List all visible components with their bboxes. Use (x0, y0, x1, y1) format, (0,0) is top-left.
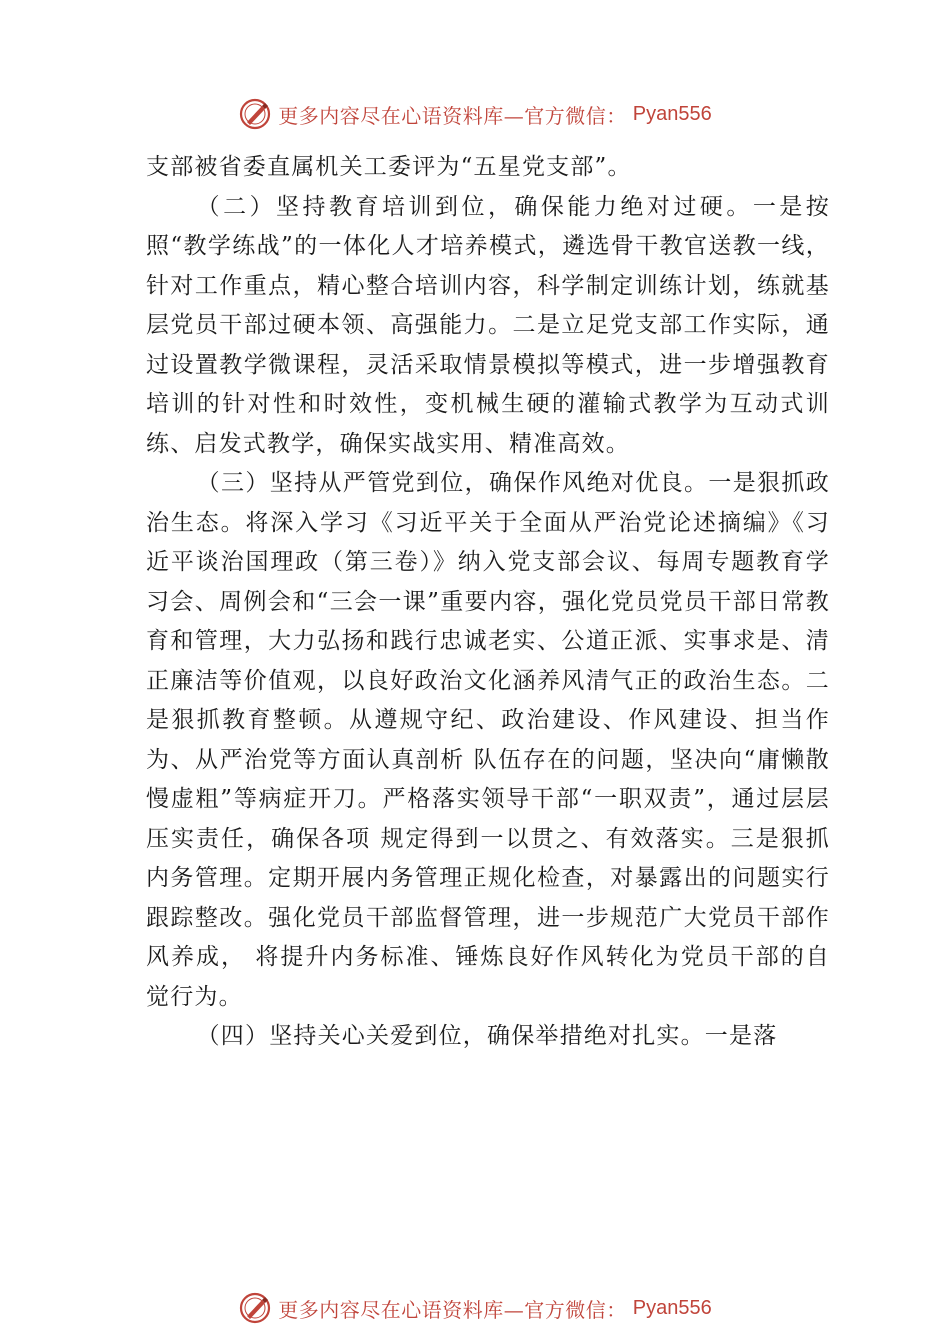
paragraph-section-3: （三）坚持从严管党到位，确保作风绝对优良。一是狠抓政治生态。将深入学习《习近平关于全面从严治党论述摘编》《习近平谈治国理政（第三卷）》纳入党支部会议、每周专题教育学习会、周例会和“三会一课”重要内容，强化党员党员干部日常教育和管理，大力弘扬和践行忠诚老实、公道正派、实事求是、清正廉洁等价值观，以良好政治文化涵养风清气正的政治生态。二是狠抓教育整顿。从遵规守纪、政治建设、作风建设、担当作为、从严治党等方面认真剖析 队伍存在的问题，坚决向“庸懒散慢虚粗”等病症开刀。严格落实领导干部“一职双责”，通过层层压实责任，确保各项 规定得到一以贯之、有效落实。三是狠抓内务管理。定期开展内务管理正规化检查，对暴露出的问题实行跟踪整改。强化党员干部监督管理，进一步规范广大党员干部作风养成， 将提升内务标准、锤炼良好作风转化为党员干部的自觉行为。 (146, 470, 830, 1010)
watermark-account: Pyan556 (632, 102, 712, 125)
watermark-text: 更多内容尽在心语资料库—官方微信： (278, 1297, 627, 1322)
paragraph-section-4: （四）坚持关心关爱到位，确保举措绝对扎实。一是落 (196, 1023, 778, 1049)
document-body (146, 148, 830, 1057)
pen-seal-icon (238, 97, 272, 131)
pen-seal-icon (238, 1291, 272, 1325)
watermark-text: 更多内容尽在心语资料库—官方微信： (278, 103, 627, 128)
paragraph-section-2: （二）坚持教育培训到位，确保能力绝对过硬。一是按照“教学练战”的一体化人才培养模式，遴选骨干教官送教一线，针对工作重点，精心整合培训内容，科学制定训练计划，练就基层党员干部过硬本领、高强能力。二是立足党支部工作实际，通过设置教学微课程，灵活采取情景模拟等模式，进一步增强教育培训的针对性和时效性，变机械生硬的灌输式教学为互动式训练、启发式教学，确保实战实用、精准高效。 (146, 193, 830, 457)
header-watermark (0, 94, 950, 134)
footer-watermark (0, 1288, 950, 1328)
paragraph-continuation: 支部被省委直属机关工委评为“五星党支部”。 (146, 154, 632, 180)
watermark-account: Pyan556 (632, 1296, 712, 1319)
